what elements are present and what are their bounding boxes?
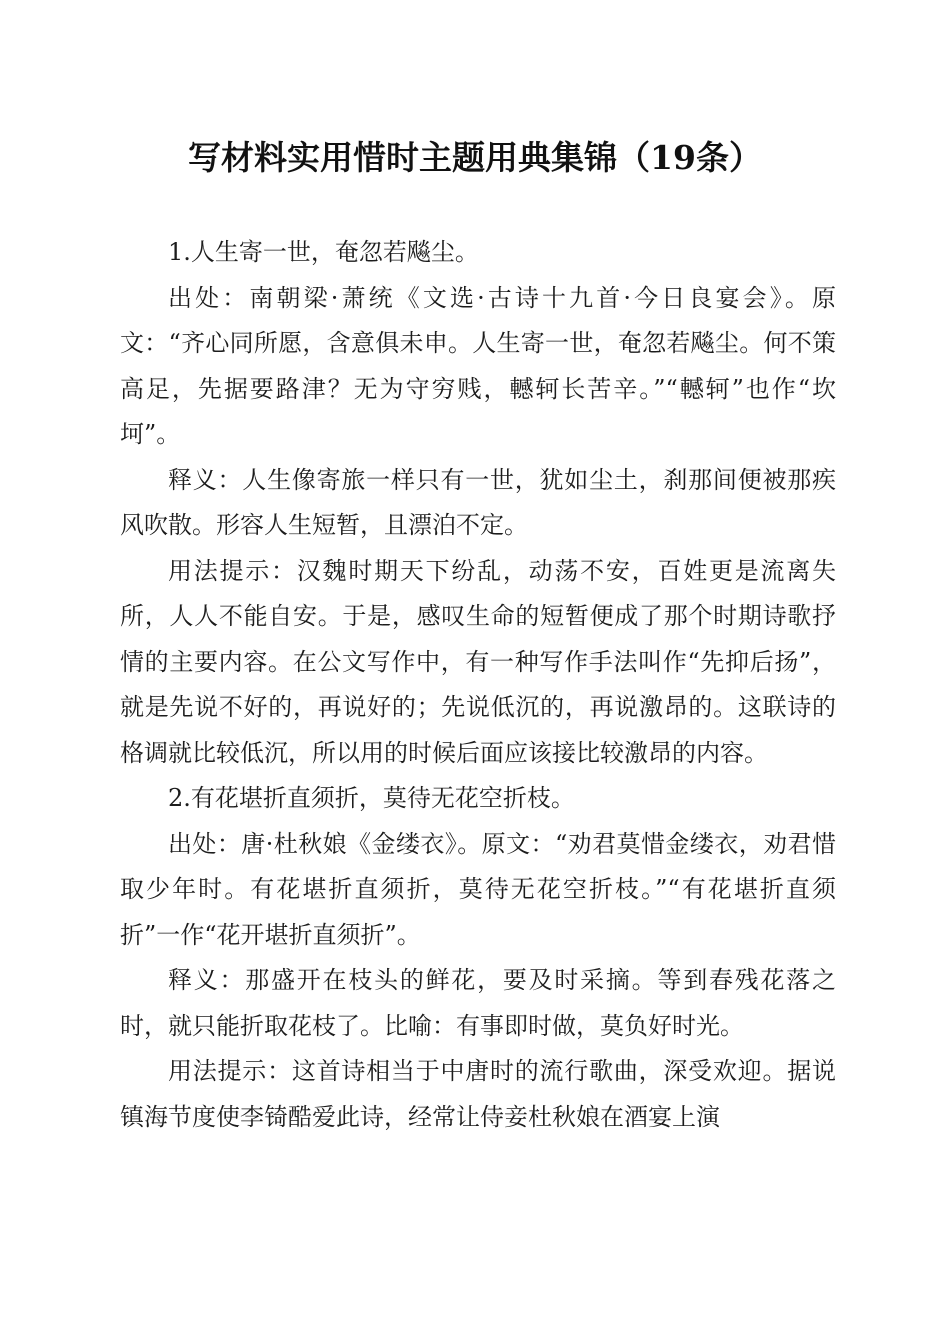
item-1-source: 出处：南朝梁·萧统《文选·古诗十九首·今日良宴会》。原文：“齐心同所愿，含意俱未申。人生寄一世，奄忽若飚尘。何不策高足，先据要路津？无为守穷贱，轗轲长苦辛。”“轗轲”也作“坎坷”。 [120,283,836,448]
item-2-source: 出处：唐·杜秋娘《金缕衣》。原文：“劝君莫惜金缕衣，劝君惜取少年时。有花堪折直须折，莫待无花空折枝。”“有花堪折直须折”一作“花开堪折直须折”。 [120,829,836,949]
document-body [120,230,836,1140]
item-1-heading: 1.人生寄一世，奄忽若飚尘。 [168,238,479,266]
item-2-heading: 2.有花堪折直须折，莫待无花空折枝。 [168,784,575,812]
item-1-usage: 用法提示：汉魏时期天下纷乱，动荡不安，百姓更是流离失所，人人不能自安。于是，感叹生命的短暂便成了那个时期诗歌抒情的主要内容。在公文写作中，有一种写作手法叫作“先抑后扬”，就是先说不好的，再说好的；先说低沉的，再说激昂的。这联诗的格调就比较低沉，所以用的时候后面应该接比较激昂的内容。 [120,556,836,767]
item-2-meaning: 释义：那盛开在枝头的鲜花，要及时采摘。等到春残花落之时，就只能折取花枝了。比喻：有事即时做，莫负好时光。 [120,966,836,1040]
document-title: 写材料实用惜时主题用典集锦（19条） [188,138,762,177]
item-1-meaning: 释义：人生像寄旅一样只有一世，犹如尘土，刹那间便被那疾风吹散。形容人生短暂，且漂泊不定。 [120,465,836,539]
item-2-usage: 用法提示：这首诗相当于中唐时的流行歌曲，深受欢迎。据说镇海节度使李锜酷爱此诗，经常让侍妾杜秋娘在酒宴上演 [120,1057,836,1131]
